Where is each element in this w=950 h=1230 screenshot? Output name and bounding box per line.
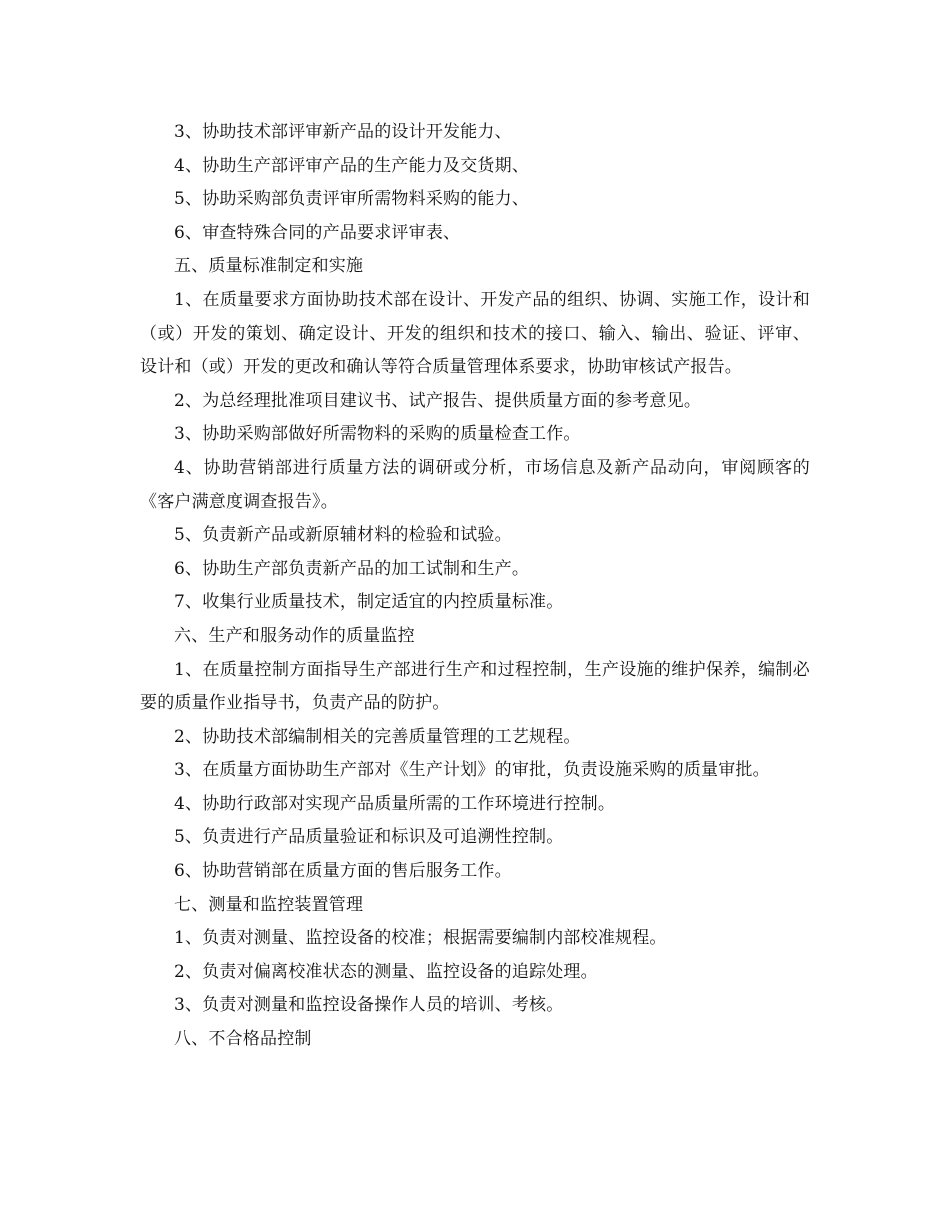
- list-item: 7、收集行业质量技术，制定适宜的内控质量标准。: [174, 592, 564, 613]
- list-item: 4、协助生产部评审产品的生产能力及交货期、: [174, 155, 530, 176]
- list-item: 2、协助技术部编制相关的完善质量管理的工艺规程。: [174, 726, 581, 747]
- section-heading: 六、生产和服务动作的质量监控: [174, 625, 415, 646]
- list-item: 6、协助营销部在质量方面的售后服务工作。: [174, 861, 512, 882]
- list-item: 2、为总经理批准项目建议书、试产报告、提供质量方面的参考意见。: [174, 390, 702, 411]
- list-item: 3、在质量方面协助生产部对《生产计划》的审批，负责设施采购的质量审批。: [174, 760, 770, 781]
- list-item: 1、在质量控制方面指导生产部进行生产和过程控制，生产设施的维护保养，编制必要的质量作业指导书，负责产品的防护。: [140, 659, 810, 714]
- list-item: 1、负责对测量、监控设备的校准；根据需要编制内部校准规程。: [174, 928, 667, 949]
- list-item: 6、协助生产部负责新产品的加工试制和生产。: [174, 558, 530, 579]
- list-item: 5、负责进行产品质量验证和标识及可追溯性控制。: [174, 827, 564, 848]
- list-item: 2、负责对偏离校准状态的测量、监控设备的追踪处理。: [174, 961, 598, 982]
- section-heading: 八、不合格品控制: [174, 1029, 312, 1050]
- list-item: 4、协助行政部对实现产品质量所需的工作环境进行控制。: [174, 793, 616, 814]
- section-heading: 五、质量标准制定和实施: [174, 256, 364, 277]
- list-item: 3、协助技术部评审新产品的设计开发能力、: [174, 122, 512, 142]
- list-item: 4、协助营销部进行质量方法的调研或分析，市场信息及新产品动向，审阅顾客的《客户满意度调查报告》。: [140, 457, 810, 512]
- list-item: 5、负责新产品或新原辅材料的检验和试验。: [174, 525, 512, 546]
- list-item: 3、负责对测量和监控设备操作人员的培训、考核。: [174, 995, 564, 1016]
- list-item: 3、协助采购部做好所需物料的采购的质量检查工作。: [174, 424, 581, 445]
- list-item: 5、协助采购部负责评审所需物料采购的能力、: [174, 189, 530, 210]
- section-heading: 七、测量和监控装置管理: [174, 894, 364, 915]
- list-item: 6、审查特殊合同的产品要求评审表、: [174, 222, 461, 243]
- list-item: 1、在质量要求方面协助技术部在设计、开发产品的组织、协调、实施工作，设计和（或）开发的策划、确定设计、开发的组织和技术的接口、输入、输出、验证、评审、设计和（或）开发的更改和确认等符合质量管理体系要求，协助审核试产报告。: [140, 289, 810, 378]
- document-body: [140, 116, 810, 1057]
